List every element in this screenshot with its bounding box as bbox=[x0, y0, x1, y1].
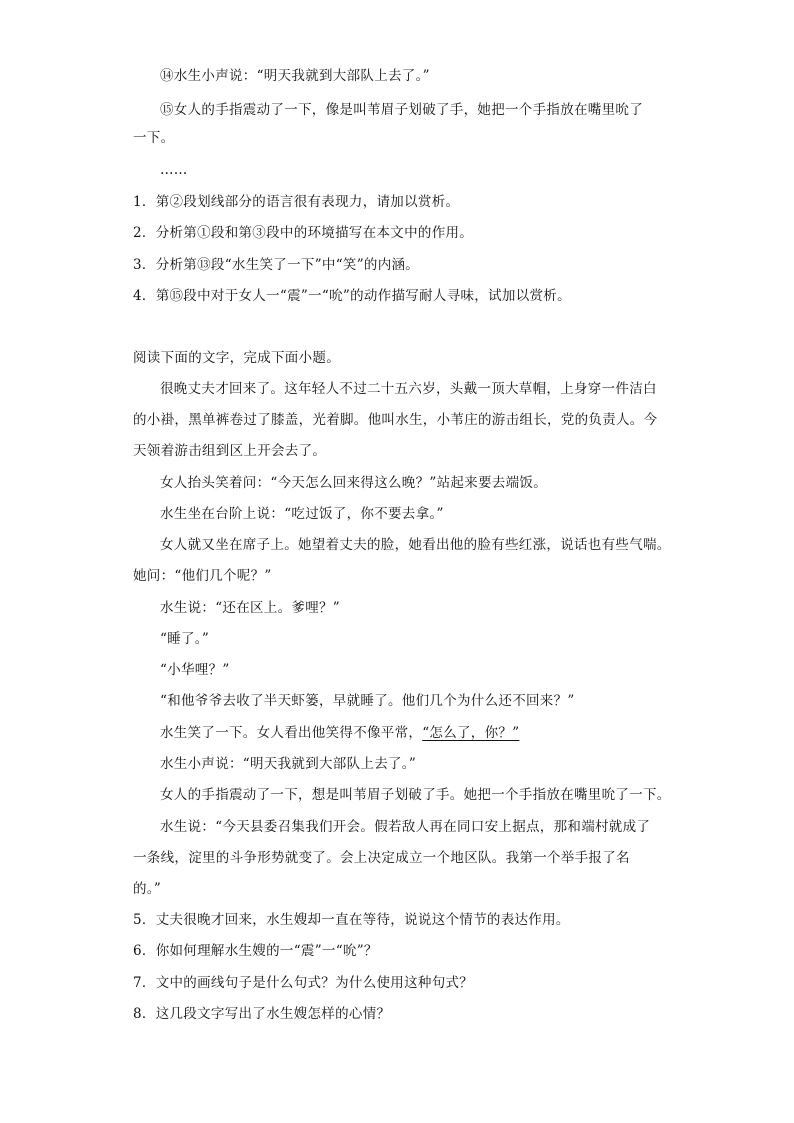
question-5: 5．丈夫很晚才回来，水生嫂却一直在等待，说说这个情节的表达作用。 bbox=[133, 912, 570, 928]
paragraph-14: ⑭水生小声说：“明天我就到大部队上去了。” bbox=[160, 68, 430, 84]
passage-line: 女人抬头笑着问：“今天怎么回来得这么晚？”站起来要去端饭。 bbox=[160, 475, 548, 491]
passage-line: 女人就又坐在席子上。她望着丈夫的脸，她看出他的脸有些红涨，说话也有些气喘。 bbox=[160, 537, 671, 553]
passage-line: “小华哩？” bbox=[160, 662, 230, 678]
underlined-sentence: “怎么了，你？” bbox=[422, 725, 520, 741]
passage-line: 水生坐在台阶上说：“吃过饭了，你不要去拿。” bbox=[160, 506, 444, 522]
passage-line: 的。” bbox=[133, 881, 162, 897]
passage-line: 她问：“他们几个呢？” bbox=[133, 568, 272, 584]
paragraph-15-line-2: 一下。 bbox=[133, 130, 175, 146]
question-6: 6．你如何理解水生嫂的一“震”一“吮”？ bbox=[133, 943, 378, 959]
passage-text: 水生笑了一下。女人看出他笑得不像平常， bbox=[160, 725, 423, 741]
question-4: 4．第⑮段中对于女人一“震”一“吮”的动作描写耐人寻味，试加以赏析。 bbox=[133, 288, 571, 304]
paragraph-15-line-1: ⑮女人的手指震动了一下，像是叫苇眉子划破了手，她把一个手指放在嘴里吮了 bbox=[160, 102, 643, 118]
passage-line: 水生说：“今天县委召集我们开会。假若敌人再在同口安上据点，那和端村就成了 bbox=[160, 819, 651, 835]
passage-line-with-underline bbox=[160, 723, 519, 743]
passage-line: 很晚丈夫才回来了。这年轻人不过二十五六岁，头戴一顶大草帽，上身穿一件洁白 bbox=[160, 381, 657, 397]
question-1: 1．第②段划线部分的语言很有表现力，请加以赏析。 bbox=[133, 194, 460, 210]
passage-line: 天领着游击组到区上开会去了。 bbox=[133, 443, 327, 459]
passage-line: 一条线，淀里的斗争形势就变了。会上决定成立一个地区队。我第一个举手报了名 bbox=[133, 850, 630, 866]
question-8: 8．这几段文字写出了水生嫂怎样的心情？ bbox=[133, 1006, 391, 1022]
passage-line: 女人的手指震动了一下，想是叫苇眉子划破了手。她把一个手指放在嘴里吮了一下。 bbox=[160, 787, 671, 803]
question-2: 2．分析第①段和第③段中的环境描写在本文中的作用。 bbox=[133, 225, 474, 241]
passage-line: 水生小声说：“明天我就到大部队上去了。” bbox=[160, 756, 417, 772]
question-7: 7．文中的画线句子是什么句式？为什么使用这种句式？ bbox=[133, 975, 474, 991]
passage-line: “睡了。” bbox=[160, 631, 210, 647]
passage-intro: 阅读下面的文字，完成下面小题。 bbox=[133, 350, 340, 366]
question-3: 3．分析第⑬段“水生笑了一下”中“笑”的内涵。 bbox=[133, 257, 420, 273]
passage-line: 的小褂，黑单裤卷过了膝盖，光着脚。他叫水生，小苇庄的游击组长，党的负责人。今 bbox=[133, 412, 658, 428]
ellipsis: …… bbox=[160, 162, 188, 178]
passage-line: “和他爷爷去收了半天虾篓，早就睡了。他们几个为什么还不回来？” bbox=[160, 693, 575, 709]
passage-line: 水生说：“还在区上。爹哩？” bbox=[160, 600, 341, 616]
